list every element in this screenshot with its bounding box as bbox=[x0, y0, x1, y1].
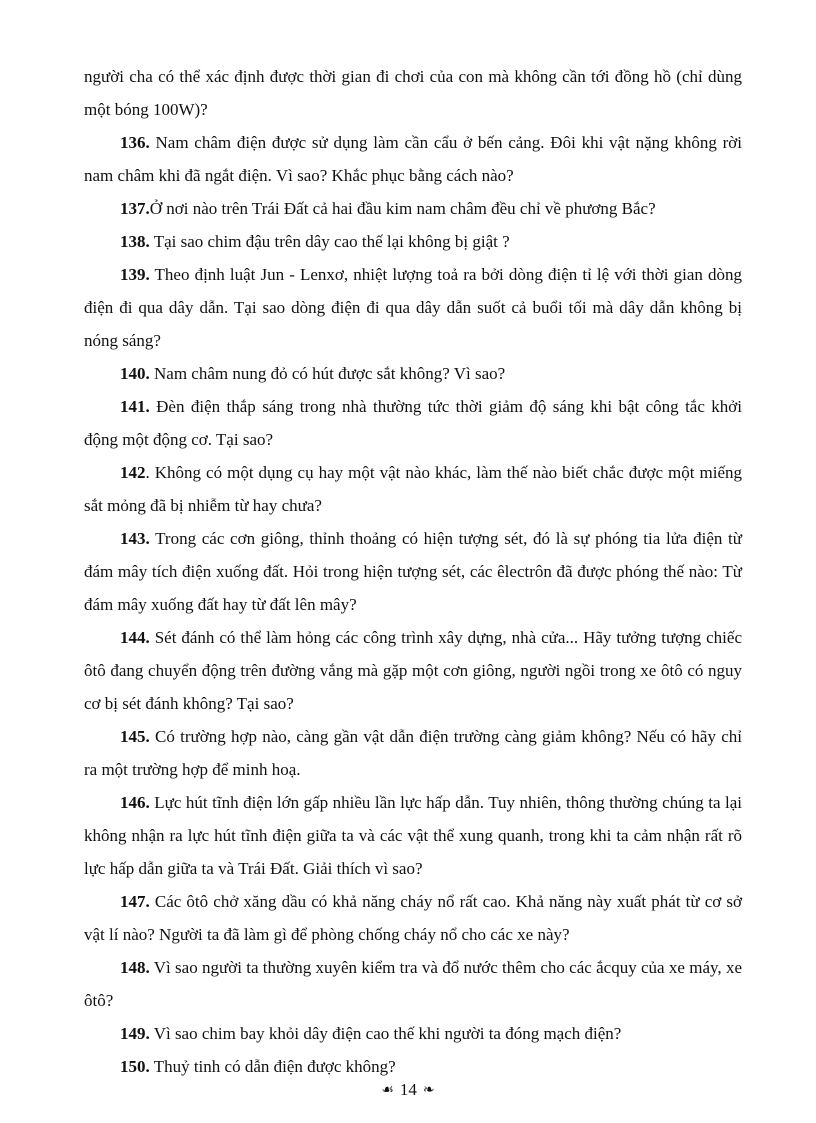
question-text: Nam châm điện được sử dụng làm cần cẩu ở bến cảng. Đôi khi vật nặng không rời nam châm khi đã ngắt điện. Vì sao? Khắc phục bằng cách nào? bbox=[84, 133, 742, 185]
right-ornament-icon: ❧ bbox=[422, 1083, 435, 1099]
question-number: 138. bbox=[120, 232, 150, 251]
question-text: Các ôtô chở xăng dầu có khả năng cháy nổ rất cao. Khả năng này xuất phát từ cơ sở vật lí nào? Người ta đã làm gì để phòng chống cháy nổ cho các xe này? bbox=[84, 892, 742, 944]
question-text: Theo định luật Jun - Lenxơ, nhiệt lượng toả ra bởi dòng điện tỉ lệ với thời gian dòng điện đi qua dây dẫn. Tại sao dòng điện đi qua dây dẫn suốt cả buổi tối mà dây dẫn không bị nóng sáng? bbox=[84, 265, 742, 350]
page-number: 14 bbox=[399, 1080, 417, 1099]
question-number: 144. bbox=[120, 628, 150, 647]
question-text: . Không có một dụng cụ hay một vật nào khác, làm thế nào biết chắc được một miếng sắt mỏng đã bị nhiễm từ hay chưa? bbox=[84, 463, 742, 515]
question-number: 146. bbox=[120, 793, 150, 812]
question-number: 150. bbox=[120, 1057, 150, 1076]
question-text: Đèn điện thắp sáng trong nhà thường tức thời giảm độ sáng khi bật công tắc khởi động một động cơ. Tại sao? bbox=[84, 397, 742, 449]
question-text: Sét đánh có thể làm hỏng các công trình xây dựng, nhà cửa... Hãy tưởng tượng chiếc ôtô đang chuyển động trên đường vắng mà gặp một cơn giông, người ngồi trong xe ôtô có nguy cơ bị sét đánh không? Tại sao? bbox=[84, 628, 742, 713]
question-139 bbox=[84, 258, 742, 357]
question-text: Tại sao chim đậu trên dây cao thế lại không bị giật ? bbox=[149, 232, 510, 251]
question-text: Vì sao người ta thường xuyên kiểm tra và đổ nước thêm cho các ắcquy của xe máy, xe ôtô? bbox=[84, 958, 742, 1010]
question-143 bbox=[84, 522, 742, 621]
question-number: 143. bbox=[120, 529, 150, 548]
question-142 bbox=[84, 456, 742, 522]
left-ornament-icon: ☙ bbox=[381, 1083, 394, 1099]
question-137 bbox=[84, 192, 742, 225]
question-138 bbox=[84, 225, 742, 258]
question-148 bbox=[84, 951, 742, 1017]
question-text: Nam châm nung đỏ có hút được sắt không? Vì sao? bbox=[149, 364, 506, 383]
question-144 bbox=[84, 621, 742, 720]
question-text: Lực hút tĩnh điện lớn gấp nhiều lần lực hấp dẫn. Tuy nhiên, thông thường chúng ta lại không nhận ra lực hút tĩnh điện giữa ta và các vật thể xung quanh, trong khi ta cảm nhận rất rõ lực hấp dẫn giữa ta và Trái Đất. Giải thích vì sao? bbox=[84, 793, 742, 878]
question-number: 145. bbox=[120, 727, 150, 746]
question-text: Thuỷ tinh có dẫn điện được không? bbox=[149, 1057, 396, 1076]
question-number: 142 bbox=[120, 463, 146, 482]
page-footer bbox=[0, 1080, 816, 1101]
question-number: 141. bbox=[120, 397, 150, 416]
question-text: Ở nơi nào trên Trái Đất cả hai đầu kim nam châm đều chỉ về phương Bắc? bbox=[149, 199, 656, 218]
question-text: Trong các cơn giông, thỉnh thoảng có hiện tượng sét, đó là sự phóng tia lửa điện từ đám mây tích điện xuống đất. Hỏi trong hiện tượng sét, các êlectrôn đã được phóng thế nào: Từ đám mây xuống đất hay từ đất lên mây? bbox=[84, 529, 742, 614]
question-147 bbox=[84, 885, 742, 951]
question-number: 148. bbox=[120, 958, 150, 977]
question-text: Có trường hợp nào, càng gần vật dẫn điện trường càng giảm không? Nếu có hãy chỉ ra một trường hợp để minh hoạ. bbox=[84, 727, 742, 779]
question-number: 136. bbox=[120, 133, 150, 152]
question-number: 140. bbox=[120, 364, 150, 383]
question-number: 149. bbox=[120, 1024, 150, 1043]
question-text: Vì sao chim bay khỏi dây điện cao thế khi người ta đóng mạch điện? bbox=[149, 1024, 622, 1043]
question-149 bbox=[84, 1017, 742, 1050]
continuation-paragraph: người cha có thể xác định được thời gian đi chơi của con mà không cần tới đồng hồ (chỉ dùng một bóng 100W)? bbox=[84, 67, 742, 119]
question-140 bbox=[84, 357, 742, 390]
question-number: 137. bbox=[120, 199, 150, 218]
page-body bbox=[84, 60, 742, 1083]
question-150 bbox=[84, 1050, 742, 1083]
question-136 bbox=[84, 126, 742, 192]
question-146 bbox=[84, 786, 742, 885]
question-141 bbox=[84, 390, 742, 456]
question-number: 147. bbox=[120, 892, 150, 911]
question-number: 139. bbox=[120, 265, 150, 284]
question-145 bbox=[84, 720, 742, 786]
